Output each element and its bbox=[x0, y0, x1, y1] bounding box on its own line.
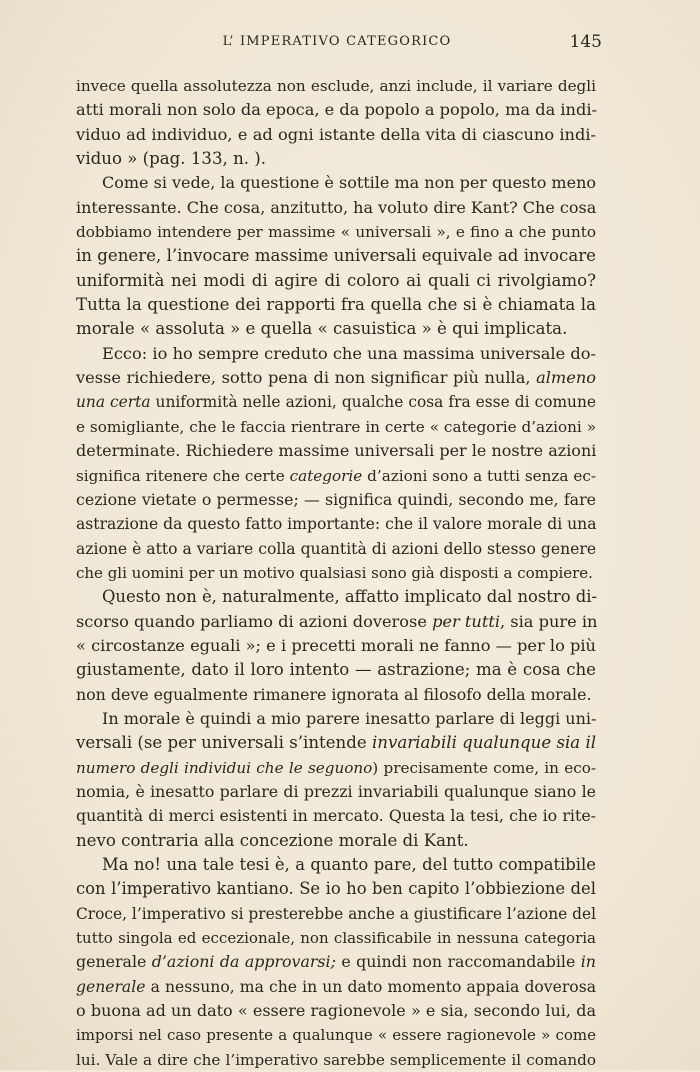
italic-span: categorie bbox=[289, 466, 363, 485]
text-line: quantità di merci esistenti in mercato. Questa la tesi, che io rite- bbox=[76, 806, 596, 826]
text-span: generale bbox=[76, 952, 152, 972]
text-line: dobbiamo intendere per massime « universali », e fino a che punto bbox=[76, 223, 596, 242]
text-line: viduo ad individuo, e ad ogni istante della vita di ciascuno indi- bbox=[76, 124, 596, 144]
text-line: astrazione da questo fatto importante: che il valore morale di una bbox=[76, 515, 597, 534]
text-line bbox=[76, 464, 596, 488]
italic-span: in bbox=[580, 952, 596, 972]
italic-span: almeno bbox=[536, 368, 596, 388]
text-line: nomia, è inesatto parlare di prezzi invariabili qualunque siano le bbox=[76, 781, 596, 801]
text-line: « circostanze eguali »; e i precetti morali ne fanno — per lo più bbox=[76, 635, 596, 655]
text-line: con l’imperativo kantiano. Se io ho ben capito l’obbiezione del bbox=[76, 879, 596, 899]
running-header bbox=[72, 34, 602, 58]
text-line bbox=[76, 756, 596, 780]
text-span: uniformità nelle azioni, qualche cosa fra esse di comune bbox=[150, 393, 596, 412]
text-span: scorso quando parliamo di azioni doverose bbox=[76, 611, 433, 631]
text-line: lui. Vale a dire che l’imperativo sarebbe semplicemente il comando bbox=[76, 1050, 596, 1069]
body-text bbox=[76, 74, 596, 1072]
text-line: uniformità nei modi di agire di coloro ai quali ci rivolgiamo? bbox=[76, 270, 596, 290]
italic-span: invariabili qualunque sia il bbox=[371, 733, 597, 753]
text-line: Ma no! una tale tesi è, a quanto pare, del tutto compatibile bbox=[102, 855, 596, 874]
text-span: , sia pure in bbox=[500, 611, 598, 631]
text-line: in genere, l’invocare massime universali equivale ad invocare bbox=[76, 246, 596, 266]
text-line: interessante. Che cosa, anzitutto, ha voluto dire Kant? Che cosa bbox=[76, 197, 597, 217]
text-line: In morale è quindi a mio parere inesatto parlare di leggi uni- bbox=[102, 708, 597, 728]
text-line: viduo » (pag. 133, n. ). bbox=[76, 149, 267, 169]
text-line: Croce, l’imperativo si presterebbe anche a giustificare l’azione del bbox=[76, 904, 596, 923]
italic-span: numero degli individui che le seguono bbox=[76, 758, 373, 777]
text-line: Ecco: io ho sempre creduto che una massima universale do- bbox=[102, 343, 596, 363]
text-line: determinate. Richiedere massime universali per le nostre azioni bbox=[76, 441, 597, 461]
text-line bbox=[76, 390, 596, 414]
text-span: vesse richiedere, sotto pena di non significar più nulla, bbox=[76, 368, 537, 388]
text-line: imporsi nel caso presente a qualunque « essere ragionevole » come bbox=[76, 1026, 596, 1045]
text-line: Come si vede, la questione è sottile ma non per questo meno bbox=[102, 173, 596, 193]
text-line: invece quella assolutezza non esclude, anzi include, il variare degli bbox=[76, 77, 596, 95]
text-line bbox=[76, 975, 596, 999]
italic-span: per tutti bbox=[432, 611, 501, 631]
text-line bbox=[76, 366, 596, 390]
text-span: ) precisamente come, in eco- bbox=[372, 758, 596, 777]
text-span: e quindi non raccomandabile bbox=[335, 952, 581, 972]
text-span: d’azioni sono a tutti senza ec- bbox=[362, 466, 597, 485]
text-line: Tutta la questione dei rapporti fra quella che si è chiamata la bbox=[76, 295, 596, 315]
italic-span: generale bbox=[76, 977, 146, 996]
italic-span: d’azioni da approvarsi; bbox=[151, 952, 336, 972]
text-line: Questo non è, naturalmente, affatto implicato dal nostro di- bbox=[102, 587, 598, 607]
text-span: versali (se per universali s’intende bbox=[76, 733, 372, 753]
text-line bbox=[76, 950, 596, 974]
text-line: che gli uomini per un motivo qualsiasi sono già disposti a compiere. bbox=[76, 563, 593, 582]
text-line: cezione vietate o permesse; — significa quindi, secondo me, fare bbox=[76, 489, 596, 509]
text-line: atti morali non solo da epoca, e da popolo a popolo, ma da indi- bbox=[76, 100, 597, 120]
running-title: L’ IMPERATIVO CATEGORICO bbox=[222, 34, 452, 49]
text-line: tutto singola ed eccezionale, non classificabile in nessuna categoria bbox=[76, 929, 596, 948]
text-span: a nessuno, ma che in un dato momento appaia doverosa bbox=[145, 977, 596, 996]
page-number: 145 bbox=[569, 32, 602, 52]
text-line: o buona ad un dato « essere ragionevole » e sia, secondo lui, da bbox=[76, 1001, 596, 1021]
text-line: nevo contraria alla concezione morale di Kant. bbox=[76, 830, 469, 850]
text-line: azione è atto a variare colla quantità di azioni dello stesso genere bbox=[76, 539, 597, 558]
italic-span: una certa bbox=[76, 393, 151, 412]
text-line bbox=[76, 610, 596, 634]
text-line bbox=[76, 731, 596, 755]
text-line: morale « assoluta » e quella « casuistica » è qui implicata. bbox=[76, 319, 568, 339]
text-line: non deve egualmente rimanere ignorata al filosofo della morale. bbox=[76, 684, 592, 704]
text-line: giustamente, dato il loro intento — astrazione; ma è cosa che bbox=[76, 660, 596, 680]
text-line: e somigliante, che le faccia rientrare in certe « categorie d’azioni » bbox=[76, 417, 596, 436]
text-span: significa ritenere che certe bbox=[76, 466, 290, 485]
